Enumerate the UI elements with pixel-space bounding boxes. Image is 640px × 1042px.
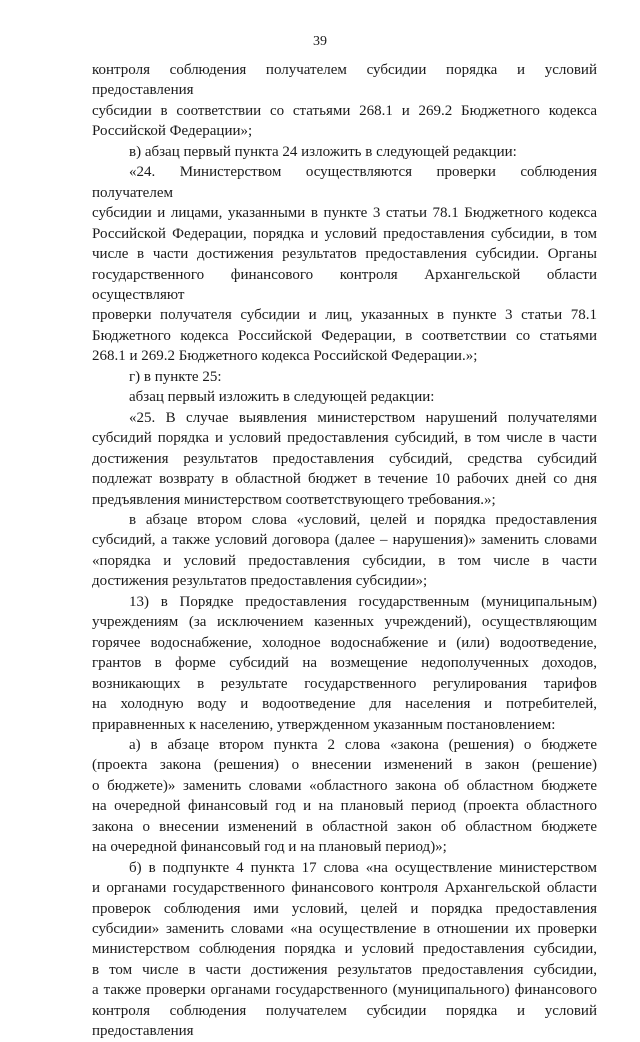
text-line: на очередной финансовый год и на плановый период (проекта областного — [92, 798, 597, 815]
document-body — [92, 60, 597, 1042]
text-line: приравненных к населению, утвержденном указанным постановлением: — [92, 716, 556, 733]
text-line: грантов в форме субсидий на возмещение недополученных доходов, — [92, 655, 597, 672]
text-line: г) в пункте 25: — [129, 368, 222, 385]
text-line: государственного финансового контроля Архангельской области осуществляют — [92, 266, 597, 303]
text-line: Бюджетного кодекса Российской Федерации, в соответствии со статьями — [92, 327, 597, 344]
text-line: в абзаце втором слова «условий, целей и порядка предоставления — [129, 511, 597, 528]
text-line: субсидии и лицами, указанными в пункте 3 статьи 78.1 Бюджетного кодекса — [92, 205, 597, 222]
text-line: проверок соблюдения ими условий, целей и порядка предоставления — [92, 900, 597, 917]
text-line: достижения результатов предоставления субсидий, средства субсидий — [92, 450, 597, 467]
text-line: и органами государственного финансового контроля Архангельской области — [92, 880, 597, 897]
text-line: горячее водоснабжение, холодное водоснабжение и (или) водоотведение, — [92, 634, 597, 651]
text-line: на холодную воду и водоотведение для населения и потребителей, — [92, 696, 597, 713]
text-line: Российской Федерации»; — [92, 123, 253, 140]
text-line: министерством соблюдения порядка и условий предоставления субсидии, — [92, 941, 597, 958]
text-line: числе в части достижения результатов предоставления субсидии. Органы — [92, 246, 597, 263]
text-line: «порядка и условий предоставления субсидии, в том числе в части — [92, 552, 597, 569]
text-line: 268.1 и 269.2 Бюджетного кодекса Российской Федерации.»; — [92, 348, 478, 365]
text-line: достижения результатов предоставления субсидии»; — [92, 573, 428, 590]
text-line: подлежат возврату в областной бюджет в течение 10 рабочих дней со дня — [92, 471, 597, 488]
text-line: б) в подпункте 4 пункта 17 слова «на осуществление министерством — [129, 859, 597, 876]
text-line: а) в абзаце втором пункта 2 слова «закона (решения) о бюджете — [129, 736, 597, 753]
text-line: абзац первый изложить в следующей редакции: — [129, 389, 435, 406]
text-line: в) абзац первый пункта 24 изложить в следующей редакции: — [129, 143, 517, 160]
text-line: Российской Федерации, порядка и условий предоставления субсидии, в том — [92, 225, 597, 242]
text-line: в том числе в части достижения результатов предоставления субсидии, — [92, 961, 597, 978]
text-line: субсидии» заменить словами «на осуществление в отношении их проверки — [92, 921, 597, 938]
text-line: возникающих в результате государственного регулирования тарифов — [92, 675, 597, 692]
text-line: учреждениям (за исключением казенных учреждений), осуществляющим — [92, 614, 597, 631]
text-line: на очередной финансовый год и на плановый период)»; — [92, 839, 447, 856]
text-line: «25. В случае выявления министерством нарушений получателями — [129, 409, 597, 426]
text-line: (проекта закона (решения) о внесении изменений в закон (решение) — [92, 757, 597, 774]
text-line: контроля соблюдения получателем субсидии порядка и условий предоставления — [92, 62, 597, 99]
text-line: субсидий, а также условий договора (далее – нарушения)» заменить словами — [92, 532, 597, 549]
text-line: «24. Министерством осуществляются проверки соблюдения получателем — [92, 164, 597, 201]
text-line: предъявления министерством соответствующего требования.»; — [92, 491, 496, 508]
text-line: а также проверки органами государственного (муниципального) финансового — [92, 982, 597, 999]
text-line: контроля соблюдения получателем субсидии порядка и условий предоставления — [92, 1002, 597, 1040]
text-line: 13) в Порядке предоставления государственным (муниципальным) — [129, 593, 597, 610]
page-number: 39 — [313, 34, 327, 49]
text-line: субсидий порядка и условий предоставления субсидий, в том числе в части — [92, 430, 597, 447]
text-line: закона о внесении изменений в областной закон об областном бюджете — [92, 818, 597, 835]
text-line: проверки получателя субсидии и лиц, указанных в пункте 3 статьи 78.1 — [92, 307, 597, 324]
text-line: о бюджете)» заменить словами «областного закона об областном бюджете — [92, 777, 597, 794]
text-line: субсидии в соответствии со статьями 268.1 и 269.2 Бюджетного кодекса — [92, 102, 597, 119]
